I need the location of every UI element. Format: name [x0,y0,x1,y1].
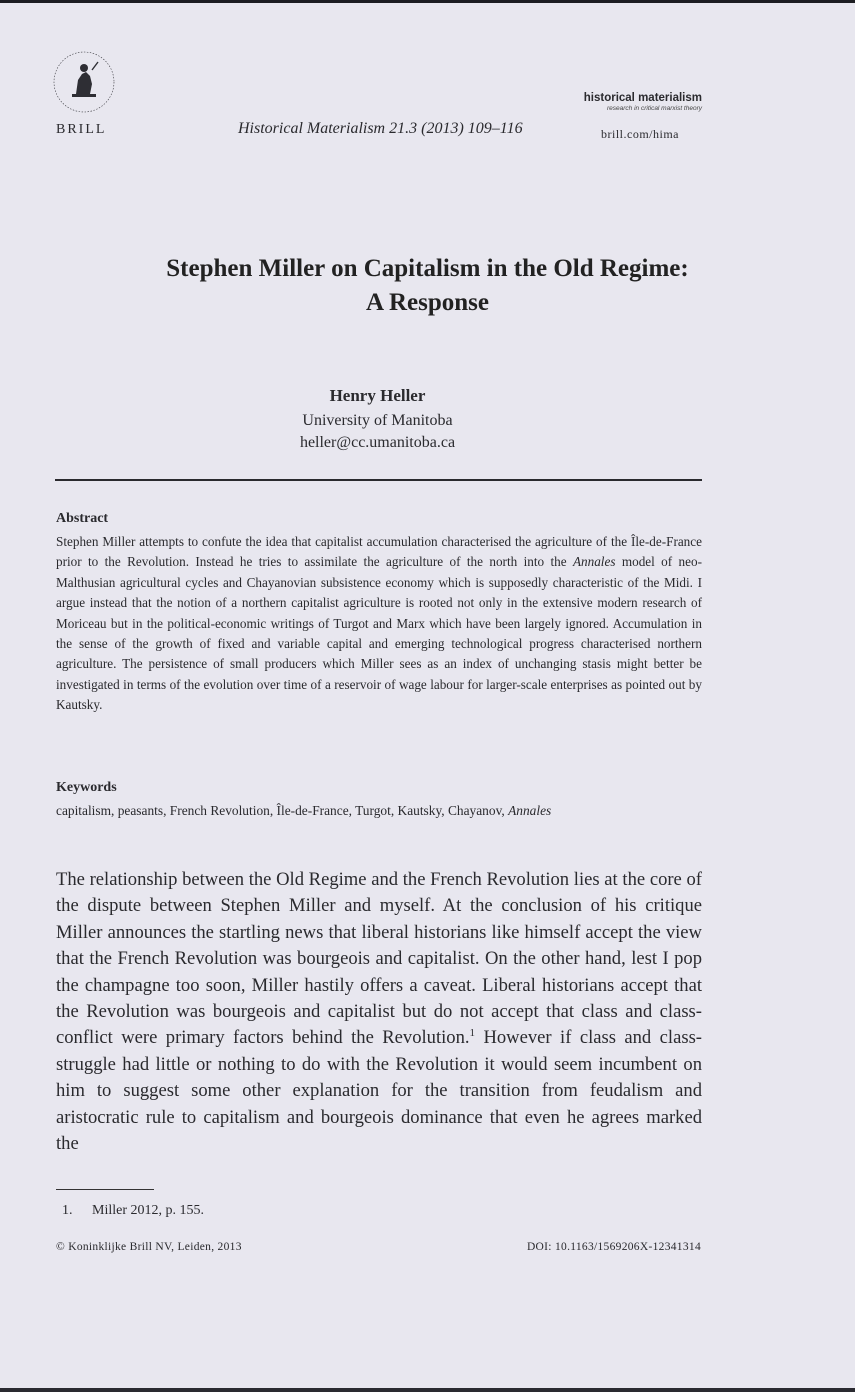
abstract-text [56,532,702,716]
publisher-name: BRILL [56,122,107,137]
article-title-line1: Stephen Miller on Capitalism in the Old Regime: [166,255,689,282]
abstract-text-part1: Stephen Miller attempts to confute the idea that capitalist accumulation characterised the agriculture of the Île-de-France prior to the Revolution. Instead he tries to assimilate the agriculture of the north into the [56,534,702,570]
body-text-part1: The relationship between the Old Regime and the French Revolution lies at the core of the dispute between Stephen Miller and myself. At the conclusion of his critique Miller announces the startling news that liberal historians like himself accept the view that the French Revolution was bourgeois and capitalist. On the other hand, lest I pop the champagne too soon, Miller hastily offers a caveat. Liberal historians accept that the Revolution was bourgeois and capitalist but do not accept that class and class-conflict were primary factors behind the Revolution. [56,869,702,1049]
article-title-line2: A Response [366,289,489,316]
abstract-annales: Annales [572,554,616,570]
journal-brand-subtitle: research in critical marxist theory [607,105,702,112]
scan-edge-top [0,0,855,3]
journal-reference: Historical Materialism 21.3 (2013) 109–116 [238,120,523,137]
abstract-heading: Abstract [56,511,109,526]
author-email[interactable]: heller@cc.umanitoba.ca [299,434,456,451]
footnote-number: 1. [62,1203,73,1218]
keywords-annales: Annales [508,803,552,818]
body-text [56,867,702,1157]
journal-brand-title: historical materialism [583,92,702,104]
author-name: Henry Heller [329,386,426,405]
doi[interactable]: DOI: 10.1163/1569206X-12341314 [526,1241,701,1253]
journal-url[interactable]: brill.com/hima [601,127,679,141]
article-title [0,252,855,320]
footnote [56,1203,204,1219]
header-divider [55,479,702,481]
keywords-heading: Keywords [56,780,117,795]
author-affiliation: University of Manitoba [302,412,453,429]
brill-seal-icon [52,50,116,114]
footnote-reference[interactable]: 1 [469,1027,476,1040]
abstract-text-part2: model of neo-Malthusian agricultural cycles and Chayanovian subsistence economy which is supposedly characteristic of the Midi. I argue instead that the notion of a northern capitalist agriculture is rooted not only in the extensive modern research of Moriceau but in the political-economic writings of Turgot and Marx which have been largely ignored. Accumulation in the sense of the growth of fixed and variable capital and emerging technological progress characterised northern agriculture. The persistence of small producers which Miller sees as an index of unchanging stasis might better be investigated in terms of the evolution over time of a reservoir of wage labour for larger-scale enterprises as pointed out by Kautsky. [56,554,702,713]
journal-brand [584,92,702,112]
scan-edge-bottom [0,1388,855,1392]
copyright-notice: © Koninklijke Brill NV, Leiden, 2013 [56,1241,242,1253]
author-details [0,410,755,454]
footnote-text: Miller 2012, p. 155. [92,1203,204,1218]
keywords-text: capitalism, peasants, French Revolution, Île-de-France, Turgot, Kautsky, Chayanov, [56,803,509,818]
body-text-part2: However if class and class-struggle had little or nothing to do with the Revolution it would seem incumbent on him to suggest some other explanation for the transition from feudalism and aristocratic rule to capitalism and bourgeois dominance that even he agrees marked the [56,1027,702,1155]
footnote-divider [56,1189,154,1190]
keywords-list [56,803,702,819]
